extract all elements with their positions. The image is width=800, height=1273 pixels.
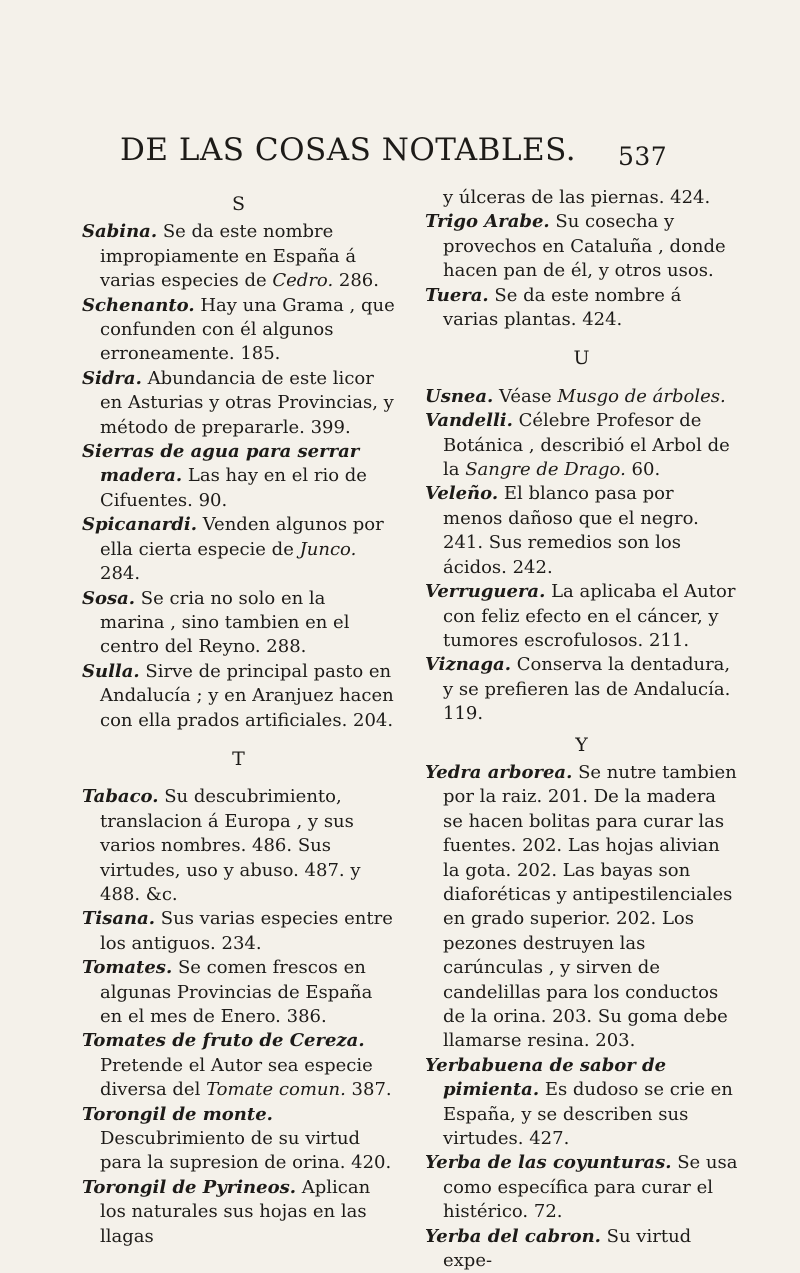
entry-text: Abundancia de este licor en Asturias y otras Provincias, y método de prepararle. 399. xyxy=(100,367,394,438)
entry-headword: Sosa. xyxy=(82,587,136,609)
index-entry xyxy=(425,580,738,653)
index-entry xyxy=(82,440,395,513)
entry-headword: Spicanardi. xyxy=(82,514,197,536)
page-number: 537 xyxy=(618,142,668,171)
entry-text: Se da este nombre á varias plantas. 424. xyxy=(443,284,682,331)
entry-headword: Usnea. xyxy=(425,385,494,407)
index-entry xyxy=(82,785,395,907)
index-entry xyxy=(82,587,395,660)
entry-text: La aplicaba el Autor con feliz efecto en el cáncer, y tumores escrofulosos. 211. xyxy=(443,581,736,651)
entry-cross-reference: Tomate comun. xyxy=(206,1079,346,1101)
entry-text: Se usa como específica para curar el histérico. 72. xyxy=(443,1152,738,1223)
entry-page-reference: 387. xyxy=(345,1079,392,1101)
entry-text: Su descubrimiento, translacion á Europa , y sus varios nombres. 486. Sus virtudes, uso y abuso. 487. y 488. &c. xyxy=(100,786,361,905)
entries-y xyxy=(425,761,738,1273)
entry-cross-reference: Sangre de Drago. xyxy=(465,459,626,481)
index-entry xyxy=(425,409,738,482)
entry-headword: Tisana. xyxy=(82,908,156,930)
entry-text: Véase xyxy=(493,385,558,407)
entry-headword: Sulla. xyxy=(82,660,140,682)
entry-page-reference: 284. xyxy=(100,563,141,585)
entry-page-reference: 286. xyxy=(333,270,379,292)
entry-headword: Torongil de monte. xyxy=(82,1103,273,1125)
entry-text: Sirve de principal pasto en Andalucía ; y en Aranjuez hacen con ella prados artificiales. 204. xyxy=(100,660,394,731)
index-entry xyxy=(425,1054,738,1152)
index-entry xyxy=(82,956,395,1029)
entry-text: El blanco pasa por menos dañoso que el negro. 241. Sus remedios son los ácidos. 242. xyxy=(443,483,699,578)
entry-headword: Sidra. xyxy=(82,367,142,389)
index-entry xyxy=(82,367,395,440)
entry-cross-reference: Musgo de árboles. xyxy=(557,385,726,407)
header-title: DE LAS COSAS NOTABLES. xyxy=(120,132,577,168)
entry-cross-reference: Cedro. xyxy=(272,270,334,292)
entry-text: Célebre Profesor de Botánica , describió el Arbol de la xyxy=(443,410,730,481)
entries-t xyxy=(82,785,395,1249)
entry-text: Venden algunos por ella cierta especie de xyxy=(100,514,384,560)
entry-headword: Viznaga. xyxy=(425,654,511,676)
entry-headword: Verruguera. xyxy=(425,581,546,603)
index-entry xyxy=(425,210,738,283)
index-entry xyxy=(82,1103,395,1176)
entry-text: Es dudoso se crie en España, y se describen sus virtudes. 427. xyxy=(443,1079,733,1150)
index-entry xyxy=(82,513,395,586)
entry-headword: Trigo Arabe. xyxy=(425,211,550,233)
entry-text: Se nutre tambien por la raiz. 201. De la madera se hacen bolitas para curar las fuentes. 202. Las hojas alivian la gota. 202. Las bayas son diaforéticas y antipestilenciales en grado superior. 202. Los pezones destruyen las carúnculas , y sirven de candelillas para los conductos de la orina. 203. Su goma debe llamarse resina. 203. xyxy=(443,761,737,1052)
section-letter-y: Y xyxy=(575,733,588,756)
entry-text: Su cosecha y provechos en Cataluña , donde hacen pan de él, y otros usos. xyxy=(443,211,726,282)
index-entry xyxy=(425,1151,738,1224)
index-entry xyxy=(82,1176,395,1249)
index-entry xyxy=(425,385,738,409)
entry-headword: Yerba de las coyunturas. xyxy=(425,1152,672,1174)
index-entry xyxy=(425,761,738,1054)
entry-headword: Tuera. xyxy=(425,284,489,306)
entry-headword: Sabina. xyxy=(82,221,158,243)
entry-text: Sus varias especies entre los antiguos. 234. xyxy=(100,908,393,954)
entry-headword: Yerbabuena de sabor de pimienta. xyxy=(425,1054,667,1101)
entry-text: Hay una Grama , que confunden con él algunos erroneamente. 185. xyxy=(100,294,395,365)
entry-headword: Tabaco. xyxy=(82,786,159,808)
index-entry xyxy=(82,294,395,367)
entry-headword: Yedra arborea. xyxy=(425,761,573,783)
left-column xyxy=(82,186,395,1249)
entry-headword: Sierras de agua para serrar madera. xyxy=(82,441,360,487)
entries-t-continued xyxy=(425,210,738,332)
entry-headword: Torongil de Pyrineos. xyxy=(82,1176,297,1198)
entry-headword: Tomates. xyxy=(82,957,173,979)
index-entry xyxy=(82,1029,395,1102)
entry-text: Aplican los naturales sus hojas en las llagas xyxy=(100,1176,371,1247)
entry-text: Pretende el Autor sea especie diversa del xyxy=(100,1054,373,1101)
index-entry xyxy=(425,653,738,726)
entries-s xyxy=(82,220,395,733)
entry-text: Descubrimiento de su virtud para la supresion de orina. 420. xyxy=(100,1128,392,1174)
index-entry xyxy=(82,907,395,956)
entry-headword: Schenanto. xyxy=(82,294,195,316)
index-entry xyxy=(425,482,738,580)
entry-headword: Vandelli. xyxy=(425,410,513,432)
entry-headword: Yerba del cabron. xyxy=(425,1225,601,1247)
entry-text: Las hay en el rio de Cifuentes. 90. xyxy=(100,465,367,511)
entry-text: Su virtud expe- xyxy=(443,1225,692,1272)
section-letter-u: U xyxy=(573,347,590,370)
entries-u xyxy=(425,385,738,727)
entry-text: Se da este nombre impropiamente en España á varias especies de xyxy=(100,221,357,292)
index-entry xyxy=(425,1225,738,1273)
index-entry xyxy=(425,284,738,333)
entry-text: Conserva la dentadura, y se prefieren las de Andalucía. 119. xyxy=(443,654,731,725)
section-letter-t: T xyxy=(232,747,245,770)
entry-page-reference: 60. xyxy=(625,459,661,481)
continued-entry: y úlceras de las piernas. 424. xyxy=(443,187,711,208)
section-letter-s: S xyxy=(231,193,246,215)
index-entry xyxy=(82,220,395,293)
entry-headword: Tomates de fruto de Cereza. xyxy=(82,1030,365,1052)
entry-text: Se comen frescos en algunas Provincias de España en el mes de Enero. 386. xyxy=(100,957,373,1027)
entry-cross-reference: Junco. xyxy=(299,538,357,560)
right-column xyxy=(425,186,738,1273)
entry-text: Se cria no solo en la marina , sino tambien en el centro del Reyno. 288. xyxy=(100,587,350,658)
index-entry xyxy=(82,660,395,733)
entry-headword: Veleño. xyxy=(425,483,499,505)
